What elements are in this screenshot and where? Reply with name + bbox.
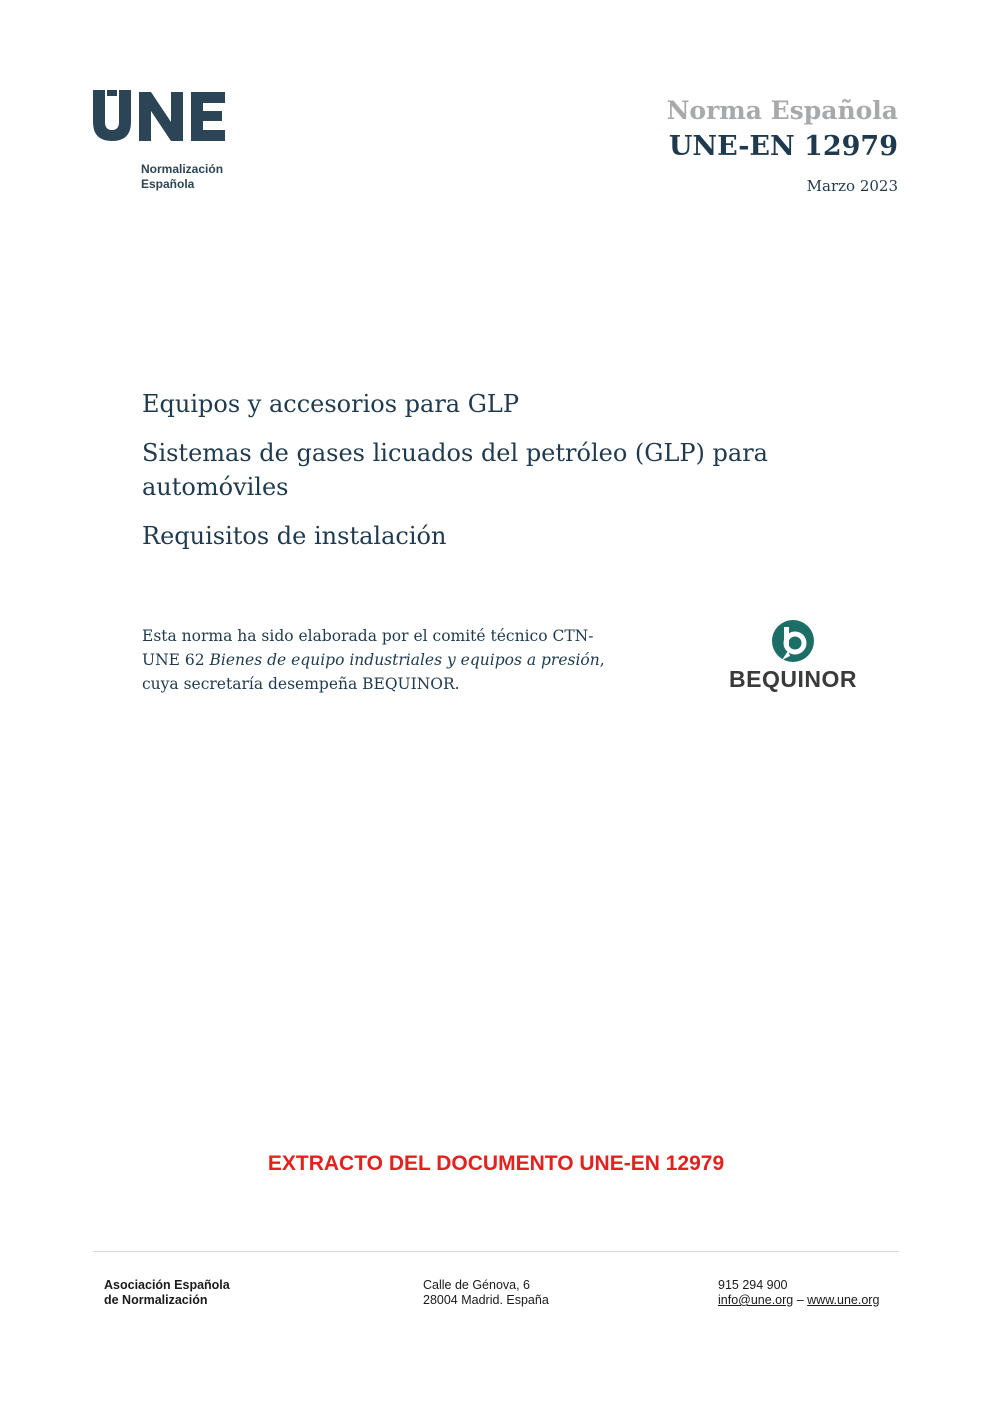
bequinor-logo [718,618,868,698]
footer-org-line2: de Normalización [104,1293,208,1307]
footer-addr-line1: Calle de Génova, 6 [423,1278,531,1292]
title-line-2: Sistemas de gases licuados del petróleo (GLP) para automóviles [142,439,768,501]
logo-subtitle-line2: Española [141,177,195,191]
title-line-3: Requisitos de instalación [142,522,447,550]
committee-text-after: , cuya secretaría desempeña BEQUINOR. [142,651,605,693]
committee-name: Bienes de equipo industriales y equipos a presión [209,651,600,669]
norma-label: Norma Española [666,96,898,125]
footer-web-link[interactable]: www.une.org [807,1293,880,1307]
une-logo [93,88,233,198]
footer-contact [718,1278,879,1308]
standard-code: UNE-EN 12979 [668,131,898,162]
extract-notice: EXTRACTO DEL DOCUMENTO UNE-EN 12979 [267,1152,725,1175]
footer-email-link[interactable]: info@une.org [718,1293,794,1307]
logo-subtitle-line1: Normalización [141,162,224,176]
bequinor-wordmark: BEQUINOR [729,666,857,692]
footer-phone: 915 294 900 [718,1278,788,1292]
footer-organization [104,1278,230,1308]
footer-addr-line2: 28004 Madrid. España [423,1293,549,1307]
title-line-1: Equipos y accesorios para GLP [142,390,520,418]
committee-paragraph [142,624,612,696]
footer-separator: – [793,1293,808,1307]
footer-divider [93,1251,899,1252]
footer-org-line1: Asociación Española [104,1278,230,1292]
bequinor-symbol-icon [718,618,868,664]
footer-address [423,1278,549,1308]
publication-date: Marzo 2023 [806,177,898,195]
committee-text-before: Esta norma ha sido elaborada por el comité técnico CTN-UNE 62 [142,627,594,669]
une-logo-mark [93,88,233,148]
